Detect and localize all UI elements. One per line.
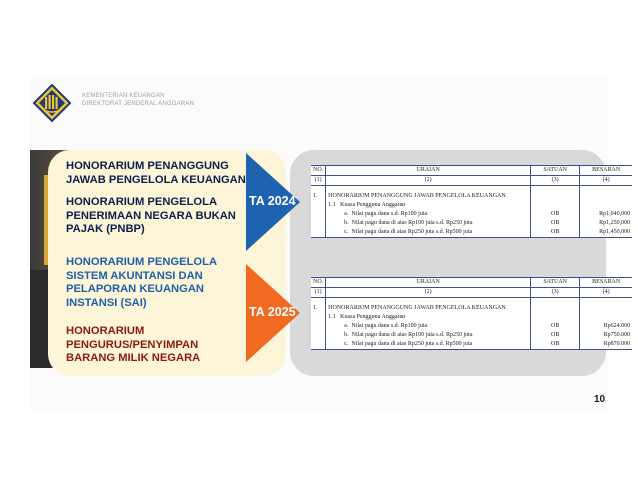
ministry-name: KEMENTERIAN KEUANGAN xyxy=(82,93,165,99)
item-line: BARANG MILIK NEGARA xyxy=(66,352,201,364)
item-line: SISTEM AKUNTANSI DAN xyxy=(66,269,203,282)
idx-besaran: (4) xyxy=(580,176,633,186)
idx-no: (1) xyxy=(311,176,326,186)
section-no: 1. xyxy=(313,193,318,199)
row-amount: Rp870.000 xyxy=(580,340,633,350)
item-line: HONORARIUM PENGELOLA xyxy=(66,196,218,208)
item-line: HONORARIUM PENANGGUNG xyxy=(66,160,229,172)
idx-besaran: (4) xyxy=(580,288,633,298)
item-pengelola-sai xyxy=(66,256,217,310)
table-row xyxy=(311,219,632,228)
section-title: HONORARIUM PENANGGUNG JAWAB PENGELOLA KEUANGAN xyxy=(326,192,531,201)
item-line: HONORARIUM xyxy=(66,325,145,337)
item-line: PAJAK (PNBP) xyxy=(66,223,145,235)
row-desc: Nilai pagu dana s.d. Rp100 juta xyxy=(351,211,428,217)
row-desc: Nilai pagu dana di atas Rp250 juta s.d. Rp500 juta xyxy=(351,229,473,235)
item-pengelola-pnbp xyxy=(66,196,236,237)
row-letter: c. xyxy=(344,341,349,347)
col-no: NO. xyxy=(311,278,326,288)
table-row xyxy=(311,210,632,219)
table-row xyxy=(311,340,632,350)
sub-no: 1.1 xyxy=(328,202,336,208)
item-line: JAWAB PENGELOLA KEUANGAN xyxy=(66,173,246,186)
item-pengelola-keuangan xyxy=(66,160,246,187)
row-unit: OB xyxy=(531,210,580,219)
section-no: 1. xyxy=(313,305,318,311)
idx-uraian: (2) xyxy=(326,176,531,186)
sub-title: Kuasa Pengguna Anggaran xyxy=(340,314,406,320)
col-satuan: SATUAN xyxy=(531,166,580,176)
col-satuan: SATUAN xyxy=(531,278,580,288)
row-amount: Rp750.000 xyxy=(580,331,633,340)
row-unit: OB xyxy=(531,219,580,228)
col-besaran: BESARAN xyxy=(580,166,633,176)
idx-satuan: (3) xyxy=(531,176,580,186)
table-row xyxy=(311,228,632,238)
row-unit: OB xyxy=(531,331,580,340)
row-desc: Nilai pagu dana s.d. Rp100 juta xyxy=(351,323,428,329)
sub-title: Kuasa Pengguna Anggaran xyxy=(340,202,406,208)
header-text xyxy=(82,92,194,108)
col-uraian: URAIAN xyxy=(326,278,531,288)
item-line: PENGURUS/PENYIMPAN xyxy=(66,338,199,351)
table-row xyxy=(311,192,632,201)
table-row xyxy=(311,331,632,340)
label-ta2024: TA 2024 xyxy=(249,194,296,208)
item-line: PELAPORAN KEUANGAN xyxy=(66,283,204,295)
table-ta2024 xyxy=(311,165,632,238)
row-letter: c. xyxy=(344,229,349,235)
row-desc: Nilai pagu dana di atas Rp250 juta s.d. Rp500 juta xyxy=(351,341,473,347)
item-pengurus-bmn xyxy=(66,325,200,366)
row-letter: a. xyxy=(344,211,349,217)
col-uraian: URAIAN xyxy=(326,166,531,176)
row-unit: OB xyxy=(531,228,580,238)
directorate-name: DIREKTORAT JENDERAL ANGGARAN xyxy=(82,101,195,107)
ministry-logo-icon xyxy=(32,83,72,123)
row-amount: Rp624.000 xyxy=(580,322,633,331)
col-besaran: BESARAN xyxy=(580,278,633,288)
row-amount: Rp1,450,000 xyxy=(580,228,633,238)
row-unit: OB xyxy=(531,340,580,350)
idx-satuan: (3) xyxy=(531,288,580,298)
row-unit: OB xyxy=(531,322,580,331)
col-no: NO. xyxy=(311,166,326,176)
item-line: HONORARIUM PENGELOLA xyxy=(66,256,218,268)
sub-no: 1.1 xyxy=(328,314,336,320)
table-ta2025 xyxy=(311,277,632,350)
item-line: INSTANSI (SAI) xyxy=(66,296,147,309)
row-desc: Nilai pagu dana di atas Rp100 juta s.d. Rp250 juta xyxy=(351,220,473,226)
label-ta2025: TA 2025 xyxy=(249,305,296,319)
row-desc: Nilai pagu dana di atas Rp100 juta s.d. Rp250 juta xyxy=(351,332,473,338)
table-row xyxy=(311,322,632,331)
table-row xyxy=(311,201,632,210)
page-number: 10 xyxy=(594,394,606,405)
section-title: HONORARIUM PENANGGUNG JAWAB PENGELOLA KEUANGAN xyxy=(326,304,531,313)
row-amount: Rp1,250,000 xyxy=(580,219,633,228)
row-amount: Rp1,040,000 xyxy=(580,210,633,219)
item-line: PENERIMAAN NEGARA BUKAN xyxy=(66,209,236,222)
table-row xyxy=(311,313,632,322)
row-letter: b. xyxy=(344,332,349,338)
idx-no: (1) xyxy=(311,288,326,298)
row-letter: b. xyxy=(344,220,349,226)
table-row xyxy=(311,304,632,313)
row-letter: a. xyxy=(344,323,349,329)
idx-uraian: (2) xyxy=(326,288,531,298)
